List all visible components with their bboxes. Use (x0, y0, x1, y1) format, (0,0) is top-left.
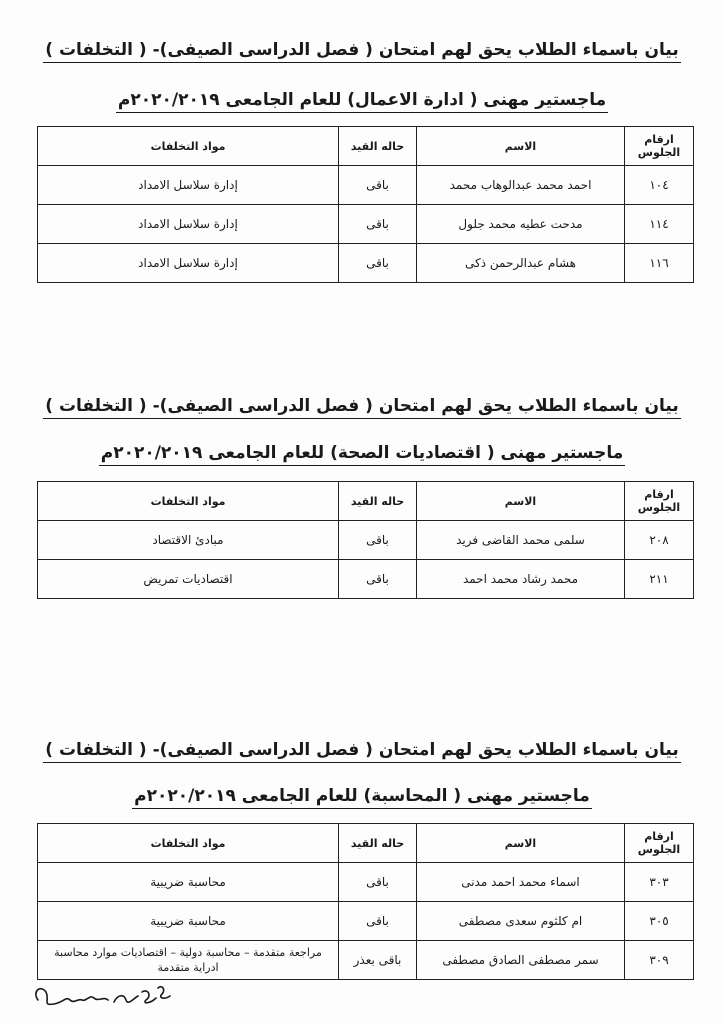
student-name: سلمى محمد القاضى فريد (417, 521, 625, 560)
enrollment-status: باقى (339, 560, 417, 599)
table-row (38, 244, 694, 283)
enrollment-status: باقى (339, 521, 417, 560)
student-name: اسماء محمد احمد مدنى (417, 863, 625, 902)
student-name: سمر مصطفى الصادق مصطفى (417, 941, 625, 980)
table-row (38, 205, 694, 244)
enrollment-status: باقى (339, 244, 417, 283)
failed-subjects: مراجعة متقدمة – محاسبة دولية – اقتصاديات موارد محاسبة ادراية متقدمة (38, 941, 339, 980)
table-header-row (38, 127, 694, 166)
table-row (38, 941, 694, 980)
section-title: بيان باسماء الطلاب يحق لهم امتحان ( فصل الدراسى الصيفى)- ( التخلفات ) (0, 396, 724, 416)
header-name: الاسم (417, 824, 625, 863)
failed-subjects: إدارة سلاسل الامداد (38, 244, 339, 283)
header-status: حاله القيد (339, 127, 417, 166)
enrollment-status: باقى (339, 863, 417, 902)
students-table (37, 481, 694, 599)
student-name: ام كلثوم سعدى مصطفى (417, 902, 625, 941)
failed-subjects: مبادئ الاقتصاد (38, 521, 339, 560)
enrollment-status: باقى (339, 205, 417, 244)
students-table (37, 126, 694, 283)
header-seat: ارقام الجلوس (625, 127, 694, 166)
failed-subjects: إدارة سلاسل الامداد (38, 205, 339, 244)
seat-number: ١١٦ (625, 244, 694, 283)
table-row (38, 166, 694, 205)
section-title: بيان باسماء الطلاب يحق لهم امتحان ( فصل الدراسى الصيفى)- ( التخلفات ) (0, 740, 724, 760)
section-subtitle: ماجستير مهنى ( اقتصاديات الصحة) للعام الجامعى ٢٠٢٠/٢٠١٩م (0, 443, 724, 463)
table-row (38, 863, 694, 902)
table-row (38, 560, 694, 599)
header-subjects: مواد التخلفات (38, 824, 339, 863)
seat-number: ٣٠٣ (625, 863, 694, 902)
seat-number: ١١٤ (625, 205, 694, 244)
failed-subjects: إدارة سلاسل الامداد (38, 166, 339, 205)
handwritten-signature (30, 978, 180, 1012)
header-seat: ارقام الجلوس (625, 482, 694, 521)
table-header-row (38, 824, 694, 863)
table-header-row (38, 482, 694, 521)
failed-subjects: محاسبة ضريبية (38, 863, 339, 902)
section-subtitle: ماجستير مهنى ( ادارة الاعمال) للعام الجامعى ٢٠٢٠/٢٠١٩م (0, 90, 724, 110)
header-status: حاله القيد (339, 482, 417, 521)
section-title: بيان باسماء الطلاب يحق لهم امتحان ( فصل الدراسى الصيفى)- ( التخلفات ) (0, 40, 724, 60)
header-name: الاسم (417, 482, 625, 521)
failed-subjects: اقتصاديات تمريض (38, 560, 339, 599)
table-row (38, 521, 694, 560)
student-name: احمد محمد عبدالوهاب محمد (417, 166, 625, 205)
header-subjects: مواد التخلفات (38, 482, 339, 521)
student-name: محمد رشاد محمد احمد (417, 560, 625, 599)
header-status: حاله القيد (339, 824, 417, 863)
header-seat: ارقام الجلوس (625, 824, 694, 863)
enrollment-status: باقى (339, 902, 417, 941)
enrollment-status: باقى (339, 166, 417, 205)
header-name: الاسم (417, 127, 625, 166)
students-table (37, 823, 694, 980)
enrollment-status: باقى بعذر (339, 941, 417, 980)
table-row (38, 902, 694, 941)
section-subtitle: ماجستير مهنى ( المحاسبة) للعام الجامعى ٢٠٢٠/٢٠١٩م (0, 786, 724, 806)
student-name: هشام عبدالرحمن ذكى (417, 244, 625, 283)
header-subjects: مواد التخلفات (38, 127, 339, 166)
seat-number: ٢١١ (625, 560, 694, 599)
failed-subjects: محاسبة ضريبية (38, 902, 339, 941)
student-name: مدحت عطيه محمد جلول (417, 205, 625, 244)
seat-number: ٣٠٥ (625, 902, 694, 941)
seat-number: ٣٠٩ (625, 941, 694, 980)
seat-number: ١٠٤ (625, 166, 694, 205)
seat-number: ٢٠٨ (625, 521, 694, 560)
